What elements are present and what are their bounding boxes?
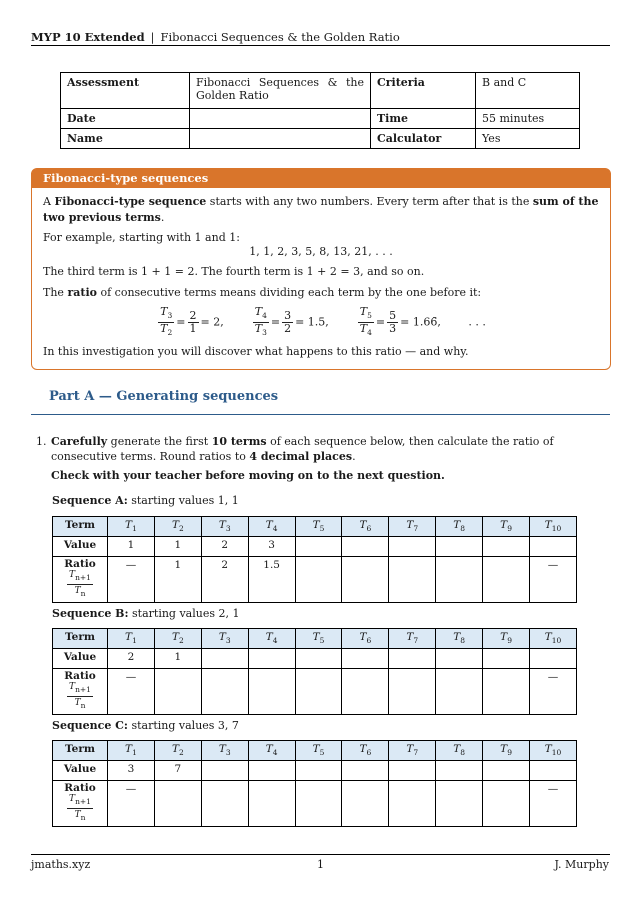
value-cell-6[interactable] bbox=[342, 537, 389, 557]
value-cell-5[interactable] bbox=[295, 649, 342, 669]
term-10-header: $T_{10}$ bbox=[530, 741, 577, 761]
ratio-label: Ratio $\frac{T_{n+1}}{T_n}$ bbox=[53, 557, 108, 603]
value-cell-10[interactable] bbox=[530, 649, 577, 669]
term-header: Term bbox=[53, 629, 108, 649]
term-8-header: $T_8$ bbox=[436, 629, 483, 649]
question-1-text: Carefully generate the first 10 terms of each sequence below, then calculate the ratio of consecutive terms. Round ratios to 4 decimal places. bbox=[51, 435, 554, 463]
date-label: Date bbox=[61, 109, 190, 129]
ratio-cell-6[interactable] bbox=[342, 781, 389, 827]
value-cell-1[interactable]: 3 bbox=[108, 761, 155, 781]
ratio-cell-6[interactable] bbox=[342, 669, 389, 715]
footer-left: jmaths.xyz bbox=[31, 858, 91, 871]
ratio-cell-8[interactable] bbox=[436, 669, 483, 715]
ratio-cell-5[interactable] bbox=[295, 557, 342, 603]
value-cell-1[interactable]: 1 bbox=[108, 537, 155, 557]
header-separator: | bbox=[150, 30, 155, 44]
intro-paragraph-2: For example, starting with 1 and 1: bbox=[43, 231, 240, 244]
ratio-cell-3[interactable] bbox=[201, 669, 248, 715]
value-cell-10[interactable] bbox=[530, 761, 577, 781]
ratio-cell-6[interactable] bbox=[342, 557, 389, 603]
term-9-header: $T_9$ bbox=[483, 517, 530, 537]
value-cell-7[interactable] bbox=[389, 761, 436, 781]
name-field[interactable] bbox=[190, 129, 371, 149]
ratio-cell-9[interactable] bbox=[483, 557, 530, 603]
value-label: Value bbox=[53, 649, 108, 669]
assessment-info-table bbox=[60, 72, 580, 149]
term-10-header: $T_{10}$ bbox=[530, 517, 577, 537]
value-cell-8[interactable] bbox=[436, 649, 483, 669]
term-7-header: $T_7$ bbox=[389, 741, 436, 761]
assessment-label: Assessment bbox=[61, 73, 190, 109]
ratio-label: Ratio $\frac{T_{n+1}}{T_n}$ bbox=[53, 781, 108, 827]
value-cell-3[interactable]: 2 bbox=[201, 537, 248, 557]
ratio-label: Ratio $\frac{T_{n+1}}{T_n}$ bbox=[53, 669, 108, 715]
value-cell-5[interactable] bbox=[295, 537, 342, 557]
time-value: 55 minutes bbox=[476, 109, 580, 129]
ratio-cell-8[interactable] bbox=[436, 557, 483, 603]
term-6-header: $T_6$ bbox=[342, 629, 389, 649]
criteria-value: B and C bbox=[476, 73, 580, 109]
ratio-cell-7[interactable] bbox=[389, 669, 436, 715]
value-cell-3[interactable] bbox=[201, 761, 248, 781]
term-7-header: $T_7$ bbox=[389, 629, 436, 649]
time-label: Time bbox=[371, 109, 476, 129]
sequence-c-label: Sequence C: starting values 3, 7 bbox=[52, 719, 239, 732]
term-4-header: $T_4$ bbox=[248, 629, 295, 649]
term-2-header: $T_2$ bbox=[154, 629, 201, 649]
term-4-header: $T_4$ bbox=[248, 741, 295, 761]
ratio-cell-9[interactable] bbox=[483, 781, 530, 827]
ratio-cell-3[interactable]: 2 bbox=[201, 557, 248, 603]
term-7-header: $T_7$ bbox=[389, 517, 436, 537]
value-cell-2[interactable]: 1 bbox=[154, 537, 201, 557]
course-name: MYP 10 Extended bbox=[31, 30, 145, 44]
value-cell-1[interactable]: 2 bbox=[108, 649, 155, 669]
term-9-header: $T_9$ bbox=[483, 629, 530, 649]
term-9-header: $T_9$ bbox=[483, 741, 530, 761]
calculator-value: Yes bbox=[476, 129, 580, 149]
term-8-header: $T_8$ bbox=[436, 517, 483, 537]
header-title: Fibonacci Sequences & the Golden Ratio bbox=[160, 30, 400, 44]
term-1-header: $T_1$ bbox=[108, 741, 155, 761]
term-4-header: $T_4$ bbox=[248, 517, 295, 537]
term-6-header: $T_6$ bbox=[342, 517, 389, 537]
term-6-header: $T_6$ bbox=[342, 741, 389, 761]
intro-box bbox=[31, 168, 611, 370]
ratio-cell-2[interactable] bbox=[154, 781, 201, 827]
ratio-examples: $\frac{T_3}{T_2}$ = $\frac{2}{1}$ = 2, $\frac{T_4}{T_3}$ = $\frac{3}{2}$ = 1.5, $\frac{T_5}{T_4}$ = $\frac{5}{3}$ = 1.66̄, . . . bbox=[160, 305, 486, 338]
term-8-header: $T_8$ bbox=[436, 741, 483, 761]
term-3-header: $T_3$ bbox=[201, 629, 248, 649]
check-with-teacher: Check with your teacher before moving on to the next question. bbox=[51, 469, 445, 482]
term-2-header: $T_2$ bbox=[154, 517, 201, 537]
sequence-a-label: Sequence A: starting values 1, 1 bbox=[52, 494, 239, 507]
footer-right: J. Murphy bbox=[554, 858, 609, 871]
sequence-a-table bbox=[52, 516, 577, 603]
intro-paragraph-1: A Fibonacci-type sequence starts with any two numbers. Every term after that is the sum of the two previous terms. bbox=[43, 195, 599, 224]
ratio-cell-10: — bbox=[530, 781, 577, 827]
intro-paragraph-3: The third term is 1 + 1 = 2. The fourth term is 1 + 2 = 3, and so on. bbox=[43, 265, 425, 278]
question-number: 1. bbox=[36, 435, 47, 448]
term-2-header: $T_2$ bbox=[154, 741, 201, 761]
example-sequence: 1, 1, 2, 3, 5, 8, 13, 21, . . . bbox=[249, 244, 393, 258]
term-header: Term bbox=[53, 517, 108, 537]
term-1-header: $T_1$ bbox=[108, 517, 155, 537]
ratio-cell-4[interactable] bbox=[248, 669, 295, 715]
ratio-cell-1: — bbox=[108, 557, 155, 603]
value-cell-7[interactable] bbox=[389, 649, 436, 669]
ratio-cell-10: — bbox=[530, 669, 577, 715]
value-cell-9[interactable] bbox=[483, 761, 530, 781]
calculator-label: Calculator bbox=[371, 129, 476, 149]
page-number: 1 bbox=[317, 858, 324, 871]
part-a-divider bbox=[31, 414, 610, 415]
criteria-label: Criteria bbox=[371, 73, 476, 109]
value-cell-4[interactable]: 3 bbox=[248, 537, 295, 557]
term-5-header: $T_5$ bbox=[295, 629, 342, 649]
intro-paragraph-5: In this investigation you will discover what happens to this ratio — and why. bbox=[43, 345, 469, 358]
value-label: Value bbox=[53, 537, 108, 557]
sequence-c-table bbox=[52, 740, 577, 827]
part-a-title: Part A — Generating sequences bbox=[49, 389, 279, 404]
value-cell-4[interactable] bbox=[248, 649, 295, 669]
footer-divider bbox=[31, 854, 610, 855]
intro-paragraph-4: The ratio of consecutive terms means dividing each term by the one before it: bbox=[43, 285, 482, 299]
ratio-cell-8[interactable] bbox=[436, 781, 483, 827]
sequence-b-table bbox=[52, 628, 577, 715]
value-cell-7[interactable] bbox=[389, 537, 436, 557]
value-cell-6[interactable] bbox=[342, 649, 389, 669]
value-cell-3[interactable] bbox=[201, 649, 248, 669]
sequence-b-label: Sequence B: starting values 2, 1 bbox=[52, 607, 240, 620]
name-label: Name bbox=[61, 129, 190, 149]
value-cell-8[interactable] bbox=[436, 761, 483, 781]
term-1-header: $T_1$ bbox=[108, 629, 155, 649]
ratio-cell-10: — bbox=[530, 557, 577, 603]
ratio-cell-4[interactable] bbox=[248, 781, 295, 827]
intro-box-title: Fibonacci-type sequences bbox=[32, 169, 610, 188]
term-header: Term bbox=[53, 741, 108, 761]
value-cell-4[interactable] bbox=[248, 761, 295, 781]
term-3-header: $T_3$ bbox=[201, 517, 248, 537]
term-10-header: $T_{10}$ bbox=[530, 629, 577, 649]
ratio-cell-1: — bbox=[108, 781, 155, 827]
assessment-value: Fibonacci Sequences & the Golden Ratio bbox=[190, 73, 371, 109]
ratio-cell-2[interactable]: 1 bbox=[154, 557, 201, 603]
ratio-cell-5[interactable] bbox=[295, 669, 342, 715]
value-cell-10[interactable] bbox=[530, 537, 577, 557]
value-label: Value bbox=[53, 761, 108, 781]
value-cell-2[interactable]: 7 bbox=[154, 761, 201, 781]
term-5-header: $T_5$ bbox=[295, 741, 342, 761]
term-5-header: $T_5$ bbox=[295, 517, 342, 537]
ratio-cell-1: — bbox=[108, 669, 155, 715]
ratio-cell-7[interactable] bbox=[389, 557, 436, 603]
ratio-cell-5[interactable] bbox=[295, 781, 342, 827]
date-field[interactable] bbox=[190, 109, 371, 129]
value-cell-2[interactable]: 1 bbox=[154, 649, 201, 669]
value-cell-8[interactable] bbox=[436, 537, 483, 557]
ratio-cell-3[interactable] bbox=[201, 781, 248, 827]
term-3-header: $T_3$ bbox=[201, 741, 248, 761]
question-1 bbox=[36, 434, 614, 483]
ratio-cell-9[interactable] bbox=[483, 669, 530, 715]
value-cell-9[interactable] bbox=[483, 537, 530, 557]
value-cell-5[interactable] bbox=[295, 761, 342, 781]
value-cell-6[interactable] bbox=[342, 761, 389, 781]
page-header bbox=[31, 30, 610, 46]
ratio-cell-4[interactable]: 1.5 bbox=[248, 557, 295, 603]
ratio-cell-7[interactable] bbox=[389, 781, 436, 827]
ratio-cell-2[interactable] bbox=[154, 669, 201, 715]
value-cell-9[interactable] bbox=[483, 649, 530, 669]
